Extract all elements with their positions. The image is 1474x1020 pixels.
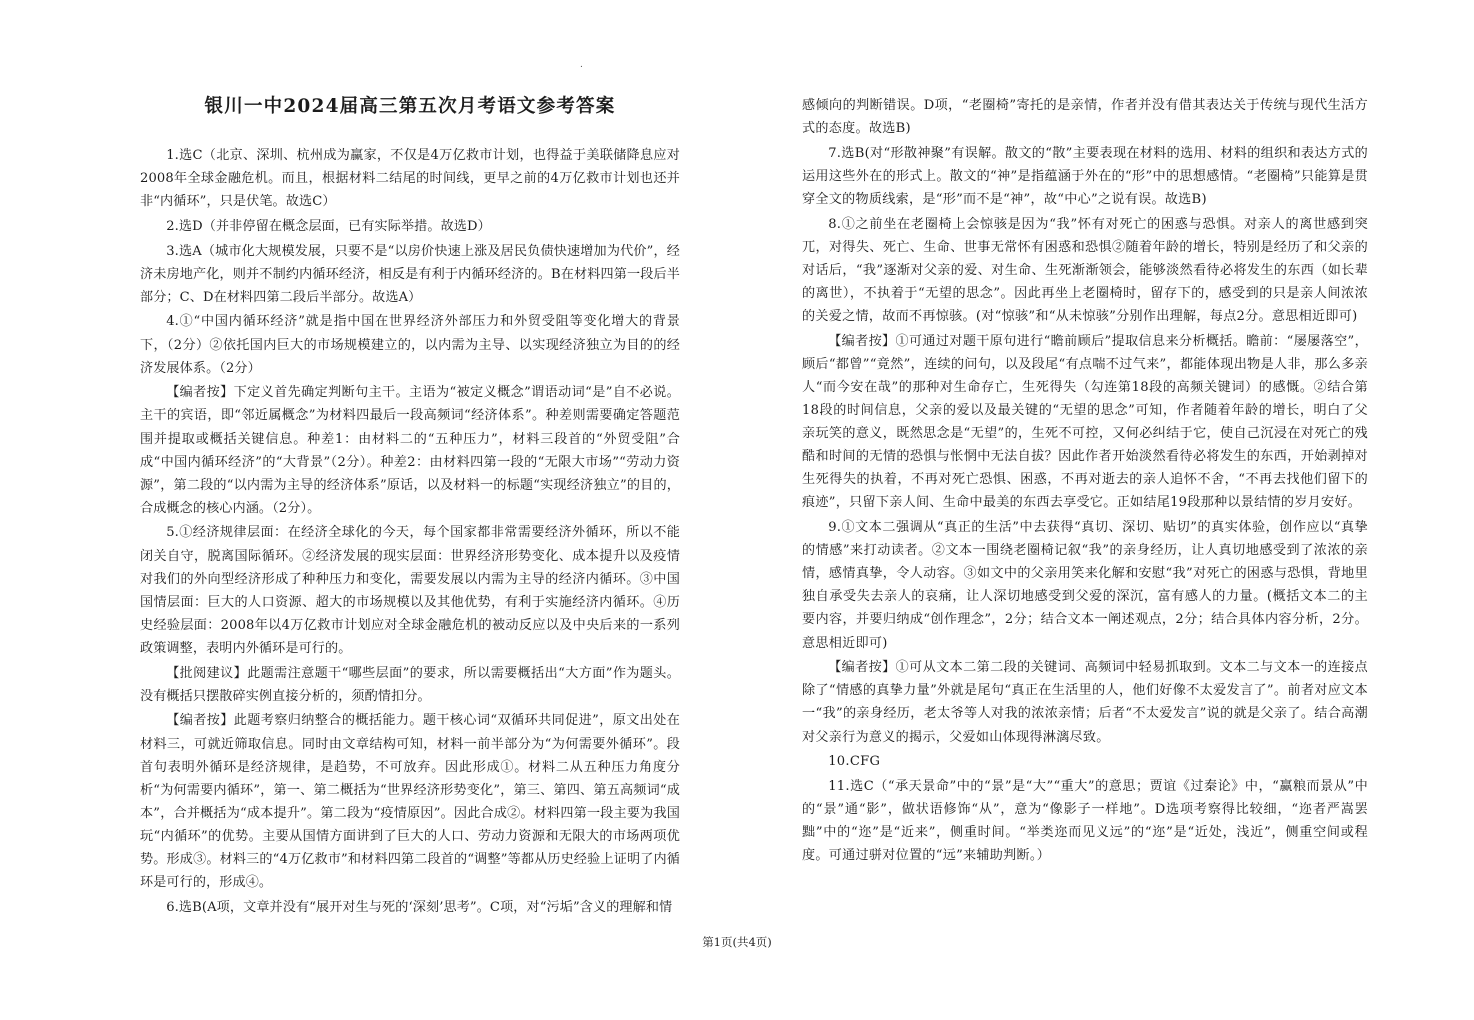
answer-paragraph-continued: 感倾向的判断错误。D项，“老圈椅”寄托的是亲情，作者并没有借其表达关于传统与现代生活方式的态度。故选B) (802, 98, 1368, 137)
answer-paragraph: 6.选B(A项，文章并没有“展开对生与死的‘深刻’思考”。C项，对“污垢”含义的理解和情 (166, 899, 673, 915)
header-dot: . (580, 60, 583, 70)
editor-note: 【编者按】下定义首先确定判断句主干。主语为“被定义概念”谓语动词“是”自不必说。主干的宾语，即“邻近属概念”为材料四最后一段高频词“经济体系”。种差则需要确定答题范围并提取或概括关键信息。种差1：由材料二的“五种压力”，材料三段首的“外贸受阻”合成“中国内循环经济”的“大背景”（2分）。种差2：由材料四第一段的“无限大市场”“劳动力资源”，第二段的“以内需为主导的经济体系”原话，以及材料一的标题“实现经济独立”的目的，合成概念的核心内涵。（2分）。 (140, 385, 680, 516)
answer-paragraph: 11.选C（“承天景命”中的“景”是“大”“重大”的意思；贾谊《过秦论》中，“赢粮而景从”中的“景”通“影”，做状语修饰“从”，意为“像影子一样地”。D选项考察得比较细，“迩者严嵩罢黜”中的“迩”是“近来”，侧重时间。“举类迩而见义远”的“迩”是“近处，浅近”，侧重空间或程度。可通过骈对位置的“远”来辅助判断。） (802, 778, 1368, 864)
answer-paragraph: 3.选A（城市化大规模发展，只要不是“以房价快速上涨及居民负债快速增加为代价”，经济未房地产化，则并不制约内循环经济，相反是有利于内循环经济的。B在材料四第一段后半部分；C、D在材料四第二段后半部分。故选A） (140, 243, 680, 305)
answer-paragraph: 4.①“中国内循环经济”就是指中国在世界经济外部压力和外贸受阻等变化增大的背景下，（2分）②依托国内巨大的市场规模建立的，以内需为主导、以实现经济独立为目的的经济发展体系。（2分） (140, 314, 680, 376)
editor-note: 【编者按】①可从文本二第二段的关键词、高频词中轻易抓取到。文本二与文本一的连接点除了“情感的真挚力量”外就是尾句“真正在生活里的人，他们好像不太爱发言了”。前者对应文本一“我”的亲身经历，老太爷等人对我的浓浓亲情；后者“不太爱发言”说的就是父亲了。结合高潮对父亲行为意义的揭示，父爱如山体现得淋漓尽致。 (802, 660, 1368, 745)
editor-note: 【编者按】此题考察归纳整合的概括能力。题干核心词“双循环共同促进”，原文出处在材料三，可就近筛取信息。同时由文章结构可知，材料一前半部分为“为何需要外循环”。段首句表明外循环是经济规律，是趋势，不可放弃。因此形成①。材料二从五种压力角度分析“为何需要内循环”，第一、第二概括为“世界经济形势变化”，第三、第四、第五高频词“成本”，合并概括为“成本提升”。第二段为“疫情原因”。因此合成②。材料四第一段主要为我国玩“内循环”的优势。主要从国情方面讲到了巨大的人口、劳动力资源和无限大的市场两项优势。形成③。材料三的“4万亿救市”和材料四第二段首的“调整”等都从历史经验上证明了内循环是可行的，形成④。 (140, 713, 680, 891)
grading-note: 【批阅建议】此题需注意题干“哪些层面”的要求，所以需要概括出“大方面”作为题头。没有概括只摆散碎实例直接分析的，须酌情扣分。 (140, 665, 680, 704)
page-title: 银川一中2024届高三第五次月考语文参考答案 (204, 96, 616, 117)
answer-paragraph: 5.①经济规律层面：在经济全球化的今天，每个国家都非常需要经济外循环，所以不能闭关自守，脱离国际循环。②经济发展的现实层面：世界经济形势变化、成本提升以及疫情对我们的外向型经济形成了种种压力和变化，需要发展以内需为主导的经济内循环。③中国国情层面：巨大的人口资源、超大的市场规模以及其他优势，有利于实施经济内循环。④历史经验层面：2008年以4万亿救市计划应对全球金融危机的被动反应以及中央后来的一系列政策调整，表明内外循环是可行的。 (140, 525, 680, 656)
answer-paragraph: 1.选C（北京、深圳、杭州成为赢家，不仅是4万亿救市计划，也得益于美联储降息应对2008年全球金融危机。而且，根据材料二结尾的时间线，更早之前的4万亿救市计划也还并非“内循环”，只是伏笔。故选C） (140, 148, 680, 210)
answer-paragraph: 2.选D（并非停留在概念层面，已有实际举措。故选D） (166, 218, 491, 234)
answer-paragraph: 10.CFG (828, 754, 881, 770)
editor-note: 【编者按】①可通过对题干原句进行“瞻前顾后”提取信息来分析概括。瞻前：“屡屡落空”，顾后“都曾”“竟然”，连续的问句，以及段尾“有点喘不过气来”，都能体现出物是人非，那么多亲人“而今安在哉”的那种对生命存亡，生死得失（勾连第18段的高频关键词）的感慨。②结合第18段的时间信息，父亲的爱以及最关键的“无望的思念”可知，作者随着年龄的增长，明白了父亲玩笑的意义，既然思念是“无望”的，生死不可控，又何必纠结于它，使自己沉浸在对死亡的残酷和时间的无情的恐惧与怅惘中无法自拔？因此作者开始淡然看待必将发生的东西，开始剥掉对生死得失的执着，不再对死亡恐惧、困惑，不再对逝去的亲人追怀不舍，“不再去找他们留下的痕迹”，只留下亲人间、生命中最美的东西去享受它。正如结尾19段那种以景结情的岁月安好。 (802, 333, 1368, 511)
answer-paragraph: 8.①之前坐在老圈椅上会惊骇是因为“我”怀有对死亡的困惑与恐惧。对亲人的离世感到突兀，对得失、死亡、生命、世事无常怀有困惑和恐惧②随着年龄的增长，特别是经历了和父亲的对话后，“我”逐渐对父亲的爱、对生命、生死渐渐领会，能够淡然看待必将发生的东西（如长辈的离世），不执着于“无望的思念”。因此再坐上老圈椅时，留存下的，感受到的只是亲人间浓浓的关爱之情，故而不再惊骇。(对“惊骇”和“从未惊骇”分别作出理解，每点2分。意思相近即可) (802, 216, 1368, 325)
answer-paragraph: 9.①文本二强调从“真正的生活”中去获得“真切、深切、贴切”的真实体验，创作应以“真挚的情感”来打动读者。②文本一围绕老圈椅记叙“我”的亲身经历，让人真切地感受到了浓浓的亲情，感情真挚，令人动容。③如文中的父亲用笑来化解和安慰“我”对死亡的困惑与恐惧，背地里独自承受失去亲人的哀痛，让人深切地感受到父爱的深沉，富有感人的力量。(概括文本二的主要内容，并要归纳成“创作理念”，2分；结合文本一阐述观点，2分；结合具体内容分析，2分。意思相近即可) (802, 520, 1368, 651)
page-number: 第1页(共4页) (702, 935, 772, 949)
answer-paragraph: 7.选B(对“形散神聚”有误解。散文的“散”主要表现在材料的选用、材料的组织和表达方式的运用这些外在的形式上。散文的“神”是指蕴涵于外在的“形”中的思想感情。“老圈椅”只能算是贯穿全文的物质线索，是“形”而不是“神”，故“中心”之说有误。故选B) (802, 145, 1368, 207)
